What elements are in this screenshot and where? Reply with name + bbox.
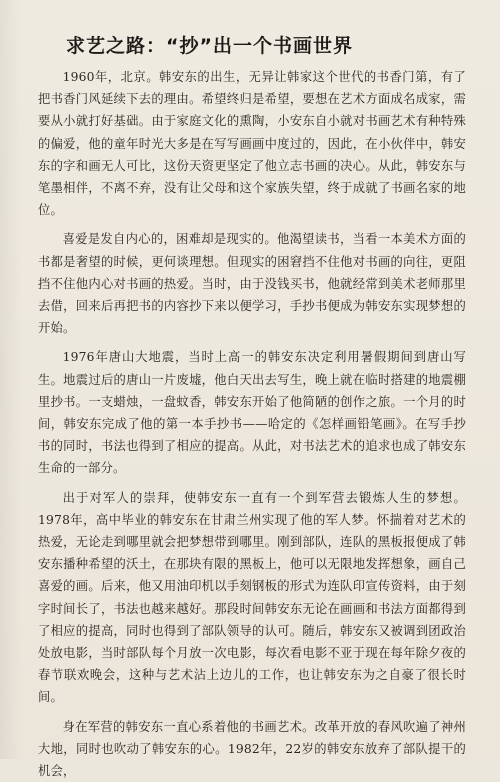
paragraph-3: 1976年唐山大地震，当时上高一的韩安东决定利用暑假期间到唐山写生。地震过后的唐山一片废墟，他白天出去写生，晚上就在临时搭建的地震棚里抄书。一支蜡烛，一盘蚊香，韩安东开始了他简陋的创作之旅。一个月的时间，韩安东完成了他的第一本手抄书——哈定的《怎样画铅笔画》。在写手抄书的同时，书法也得到了相应的提高。从此，对书法艺术的追求也成了韩安东生命的一部分。	[38, 350, 466, 476]
paragraph-1: 1960年，北京。韩安东的出生，无异让韩家这个世代的书香门第，有了把书香门风延续下去的理由。希望终归是希望，要想在艺术方面成名成家，需要从小就打好基础。由于家庭文化的熏陶，小安东自小就对书画艺术有种特殊的偏爱，他的童年时光大多是在写写画画中度过的，因此，在小伙伴中，韩安东的字和画无人可比，这份天资更坚定了他立志书画的决心。从此，韩安东与笔墨相伴，不离不弃，没有让父母和这个家族失望，终于成就了书画名家的地位。	[38, 70, 466, 218]
paragraph-4: 出于对军人的崇拜，使韩安东一直有一个到军营去锻炼人生的梦想。1978年，高中毕业的韩安东在甘肃兰州实现了他的军人梦。怀揣着对艺术的热爱，无论走到哪里就会把梦想带到哪里。刚到部队，连队的黑板报便成了韩安东播种希望的沃土，在那块有限的黑板上，他可以无限地发挥想象，画自己喜爱的画。后来，他又用油印机以手刻钢板的形式为连队印宣传资料，由于刻字时间长了，书法也越来越好。那段时间韩安东无论在画画和书法方面都得到了相应的提高，同时也得到了部队领导的认可。随后，韩安东又被调到团政治处放电影，当时部队每个月放一次电影，每次看电影不亚于现在每年除夕夜的春节联欢晚会，这种与艺术沾上边儿的工作，也让韩安东为之自豪了很长时间。	[38, 490, 466, 705]
paragraph-5: 身在军营的韩安东一直心系着他的书画艺术。改革开放的春风吹遍了神州大地，同时也吹动了韩安东的心。1982年，22岁的韩安东放弃了部队提干的机会，	[38, 719, 466, 779]
paragraph-2: 喜爱是发自内心的，困难却是现实的。他渴望读书，当看一本美术方面的书都是奢望的时候，更何谈理想。但现实的困窘挡不住他对书画的向往，更阻挡不住他内心对书画的热爱。当时，由于没钱买书，他就经常到美术老师那里去借，回来后再把书的内容抄下来以便学习，手抄书便成为韩安东实现梦想的开始。	[38, 232, 466, 336]
chapter-title: 求艺之路：“抄”出一个书画世界	[66, 35, 353, 57]
